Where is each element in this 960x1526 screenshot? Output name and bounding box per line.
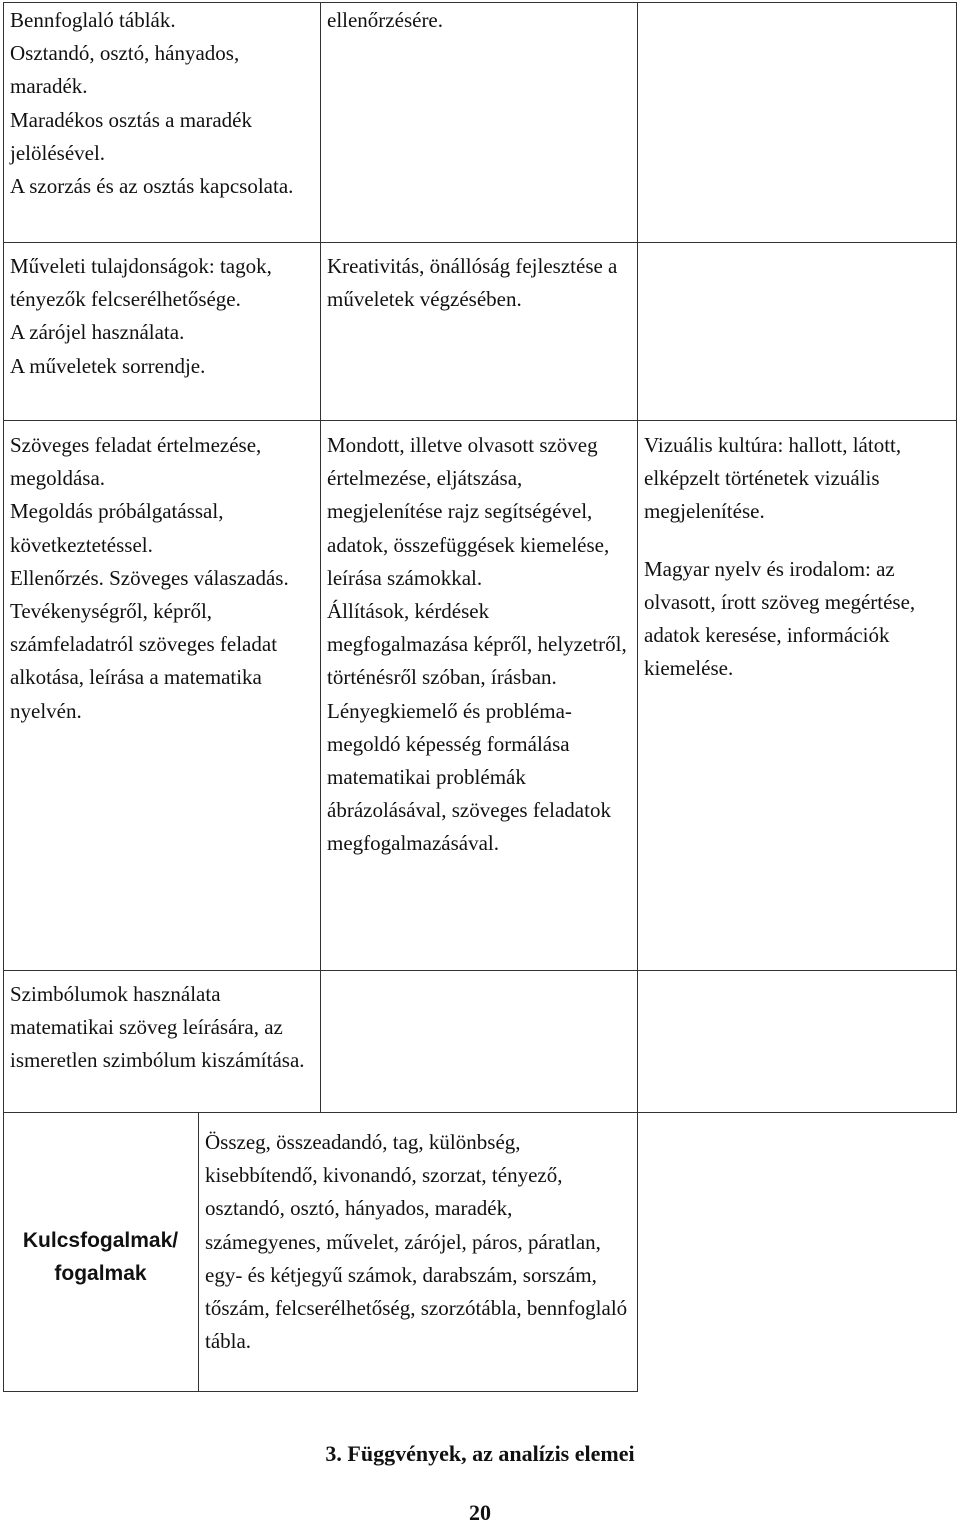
row1-col2-text: ellenőrzésére. [327,8,444,32]
keywords-label-line1: Kulcsfogalmak/ [22,1229,179,1252]
row3-col1-line: Ellenőrzés. Szöveges válaszadás. [10,565,289,590]
row1-col1-line: A szorzás és az osztás kapcsolata. [10,174,294,199]
keywords-label [4,1224,197,1290]
row1-col2 [320,2,637,37]
row3-col3-line: Magyar nyelv és irodalom: az olvasott, írott szöveg megértése, adatok keresése, információk kiemelése. [644,556,916,681]
row2-col1 [3,248,320,383]
row3-col1-line: Szöveges feladat értelmezése, megoldása. [10,433,262,491]
table-border-right [956,2,957,1112]
row3-col2 [320,427,637,861]
row3-col3-line: Vizuális kultúra: hallott, látott, elképzelt történetek vizuális megjelenítése. [644,433,902,524]
row2-col1-line: A zárójel használata. [10,320,185,345]
row1-col1-line: Bennfoglaló táblák. [10,8,176,32]
row3-col1 [3,427,320,728]
row2-col1-line: Műveleti tulajdonságok: tagok, tényezők felcserélhetősége. [10,254,272,312]
row3-col2-line: Mondott, illetve olvasott szöveg értelmezése, eljátszása, megjelenítése rajz segítségével, adatok, összefüggések kiemelése, leírása számokkal. [327,433,610,590]
row1-col1 [3,2,320,203]
row-divider-1 [3,242,957,243]
row-divider-3 [3,970,957,971]
row-divider-2 [3,420,957,421]
section-title: 3. Függvények, az analízis elemei [325,1441,635,1466]
row1-col1-line: Osztandó, osztó, hányados, maradék. [10,41,240,99]
row2-col2 [320,248,637,316]
row4-col1-text: Szimbólumok használata matematikai szöveg leírására, az ismeretlen szimbólum kiszámítása. [10,982,305,1073]
keywords-text-cell [198,1124,637,1358]
keywords-label-line2: fogalmak [54,1262,147,1285]
row2-col1-line: A műveletek sorrendje. [10,353,206,378]
table-border-bottom [3,1391,638,1392]
row3-col2-line: Lényegkiemelő és probléma-megoldó képesség formálása matematikai problémák ábrázolásával, szöveges feladatok megfogalmazásával. [327,698,611,856]
table-divider-col2 [637,2,638,1392]
row3-col3 [637,427,956,685]
row3-col1-line: Tevékenységről, képről, számfeladatról szöveges feladat alkotása, leírása a matematika nyelvén. [10,599,278,723]
page-number: 20 [469,1500,491,1525]
row2-col2-text: Kreativitás, önállóság fejlesztése a műveletek végzésében. [327,254,618,312]
row-divider-4 [3,1112,957,1113]
keywords-text: Összeg, összeadandó, tag, különbség, kisebbítendő, kivonandó, szorzat, tényező, osztandó, osztó, hányados, maradék, számegyenes, művelet, zárójel, páros, páratlan, egy- és kétjegyű számok, darabszám, sorszám, tőszám, felcserélhetőség, szorzótábla, bennfoglaló tábla. [205,1130,628,1354]
row1-col1-line: Maradékos osztás a maradék jelölésével. [10,107,252,165]
row3-col1-line: Megoldás próbálgatással, következtetéssel. [10,499,224,557]
row4-col1 [3,976,320,1078]
row3-col2-line: Állítások, kérdések megfogalmazása képről, helyzetről, történésről szóban, írásban. [327,599,627,690]
